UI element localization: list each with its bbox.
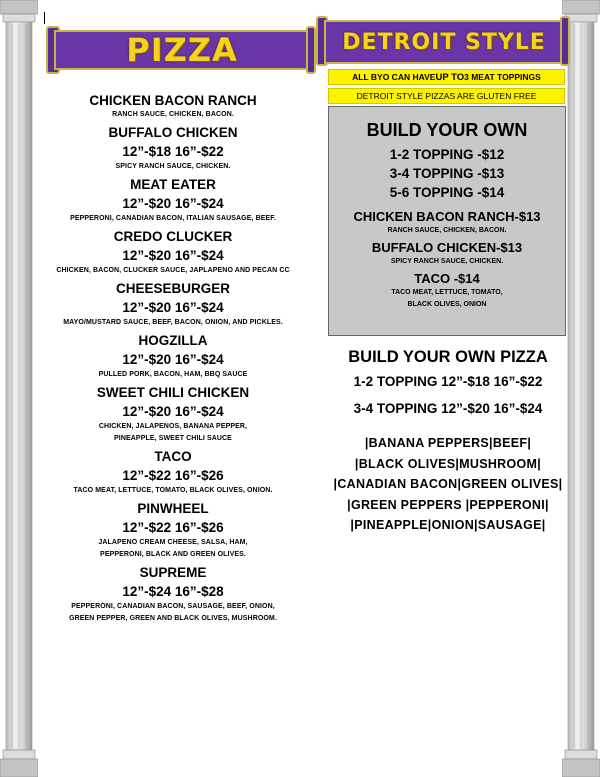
detroit-item-name: BUFFALO CHICKEN-$13: [371, 240, 523, 255]
detroit-build-your-own-box: [328, 106, 566, 336]
left-column-decoration: [0, 0, 38, 777]
menu-item: [40, 92, 306, 121]
menu-item-name: CHICKEN BACON RANCH: [89, 93, 257, 108]
menu-item-name: HOGZILLA: [138, 333, 208, 348]
meat-toppings-notice: ALL BYO CAN HAVE UP TO 3 MEAT TOPPINGS: [328, 69, 565, 85]
topping-line: |CANADIAN BACON|GREEN OLIVES|: [333, 477, 563, 491]
byo-pizza-price-option: 1-2 TOPPING 12”-$18 16”-$22: [353, 374, 543, 389]
menu-item-price: 12”-$22 16”-$26: [122, 468, 224, 483]
topping-line: |GREEN PEPPERS |PEPPERONI|: [347, 497, 549, 512]
detroit-menu-item: [329, 239, 565, 268]
menu-item-name: PINWHEEL: [137, 501, 209, 516]
detroit-item-description: BLACK OLIVES, ONION: [407, 301, 487, 308]
topping-line: |PINEAPPLE|ONION|SAUSAGE|: [350, 518, 546, 532]
menu-item: [40, 384, 306, 445]
menu-item: [40, 500, 306, 561]
detroit-banner-bar: [324, 20, 564, 64]
menu-item: [40, 176, 306, 225]
menu-item-price: 12”-$20 16”-$24: [122, 196, 224, 211]
detroit-menu-item: [329, 270, 565, 311]
byo-pizza-title: BUILD YOUR OWN PIZZA: [348, 348, 548, 366]
detroit-topping-option: 3-4 TOPPING -$13: [389, 166, 505, 181]
menu-item-description: PEPPERONI, CANADIAN BACON, ITALIAN SAUSAGE, BEEF.: [70, 215, 276, 222]
menu-item-price: 12”-$18 16”-$22: [122, 144, 224, 159]
build-your-own-pizza-section: [320, 348, 576, 536]
menu-item-name: MEAT EATER: [130, 177, 216, 192]
banner-scroll-end-right: [306, 26, 316, 74]
menu-item-description: TACO MEAT, LETTUCE, TOMATO, BLACK OLIVES, ONION.: [73, 487, 273, 494]
detroit-style-banner: [316, 14, 570, 68]
menu-item-description: CHICKEN, BACON, CLUCKER SAUCE, JAPLAPENO AND PECAN CC: [56, 267, 290, 274]
byo-pizza-price-option: 3-4 TOPPING 12”-$20 16”-$24: [353, 401, 543, 416]
menu-item: [40, 332, 306, 381]
detroit-byo-title: BUILD YOUR OWN: [366, 120, 528, 140]
detroit-menu-item: [329, 208, 565, 237]
topping-list: [320, 433, 576, 536]
menu-item: [40, 228, 306, 277]
menu-item-description: CHICKEN, JALAPENOS, BANANA PEPPER,: [98, 423, 248, 430]
pizza-banner-title: PIZZA: [126, 31, 238, 69]
detroit-item-description: SPICY RANCH SAUCE, CHICKEN.: [390, 258, 504, 265]
menu-item-price: 12”-$22 16”-$26: [122, 520, 224, 535]
detroit-item-name: TACO -$14: [414, 271, 480, 286]
menu-item-price: 12”-$20 16”-$24: [122, 352, 224, 367]
menu-item-description: PEPPERONI, CANADIAN BACON, SAUSAGE, BEEF, ONION,: [71, 603, 275, 610]
menu-item-description: PULLED PORK, BACON, HAM, BBQ SAUCE: [98, 371, 248, 378]
menu-item: [40, 564, 306, 625]
menu-item: [40, 448, 306, 497]
menu-item-name: SUPREME: [139, 565, 207, 580]
menu-item-name: CREDO CLUCKER: [113, 229, 233, 244]
detroit-topping-option: 5-6 TOPPING -$14: [389, 185, 505, 200]
menu-item-description: GREEN PEPPER, GREEN AND BLACK OLIVES, MUSHROOM.: [69, 615, 277, 622]
pizza-menu-list: [40, 92, 306, 628]
menu-item-price: 12”-$24 16”-$28: [122, 584, 224, 599]
topping-line: |BANANA PEPPERS|BEEF|: [364, 436, 532, 450]
menu-item: [40, 280, 306, 329]
menu-item: [40, 124, 306, 173]
menu-item-description: SPICY RANCH SAUCE, CHICKEN.: [115, 163, 231, 170]
menu-item-description: MAYO/MUSTARD SAUCE, BEEF, BACON, ONION, AND PICKLES.: [63, 319, 283, 326]
gluten-free-notice: DETROIT STYLE PIZZAS ARE GLUTEN FREE: [328, 88, 565, 104]
menu-item-description: PINEAPPLE, SWEET CHILI SAUCE: [114, 435, 232, 442]
menu-item-name: BUFFALO CHICKEN: [108, 125, 238, 140]
detroit-item-name: CHICKEN BACON RANCH-$13: [353, 209, 541, 224]
pizza-banner: [44, 22, 316, 78]
menu-item-name: TACO: [154, 449, 192, 464]
menu-item-price: 12”-$20 16”-$24: [122, 300, 224, 315]
menu-item-price: 12”-$20 16”-$24: [122, 248, 224, 263]
menu-item-name: CHEESEBURGER: [115, 281, 231, 296]
detroit-item-description: TACO MEAT, LETTUCE, TOMATO,: [391, 289, 503, 296]
detroit-topping-option: 1-2 TOPPING -$12: [389, 147, 505, 162]
menu-item-name: SWEET CHILI CHICKEN: [96, 385, 250, 400]
menu-item-description: JALAPENO CREAM CHEESE, SALSA, HAM,: [98, 539, 248, 546]
pizza-banner-bar: [54, 30, 310, 70]
detroit-item-description: RANCH SAUCE, CHICKEN, BACON.: [387, 227, 507, 234]
topping-line: |BLACK OLIVES|MUSHROOM|: [354, 456, 542, 471]
banner-scroll-end-right: [560, 16, 570, 66]
menu-item-description: RANCH SAUCE, CHICKEN, BACON.: [112, 111, 234, 118]
detroit-banner-title: DETROIT STYLE: [342, 29, 546, 55]
menu-item-description: PEPPERONI, BLACK AND GREEN OLIVES.: [100, 551, 246, 558]
menu-item-price: 12”-$20 16”-$24: [122, 404, 224, 419]
